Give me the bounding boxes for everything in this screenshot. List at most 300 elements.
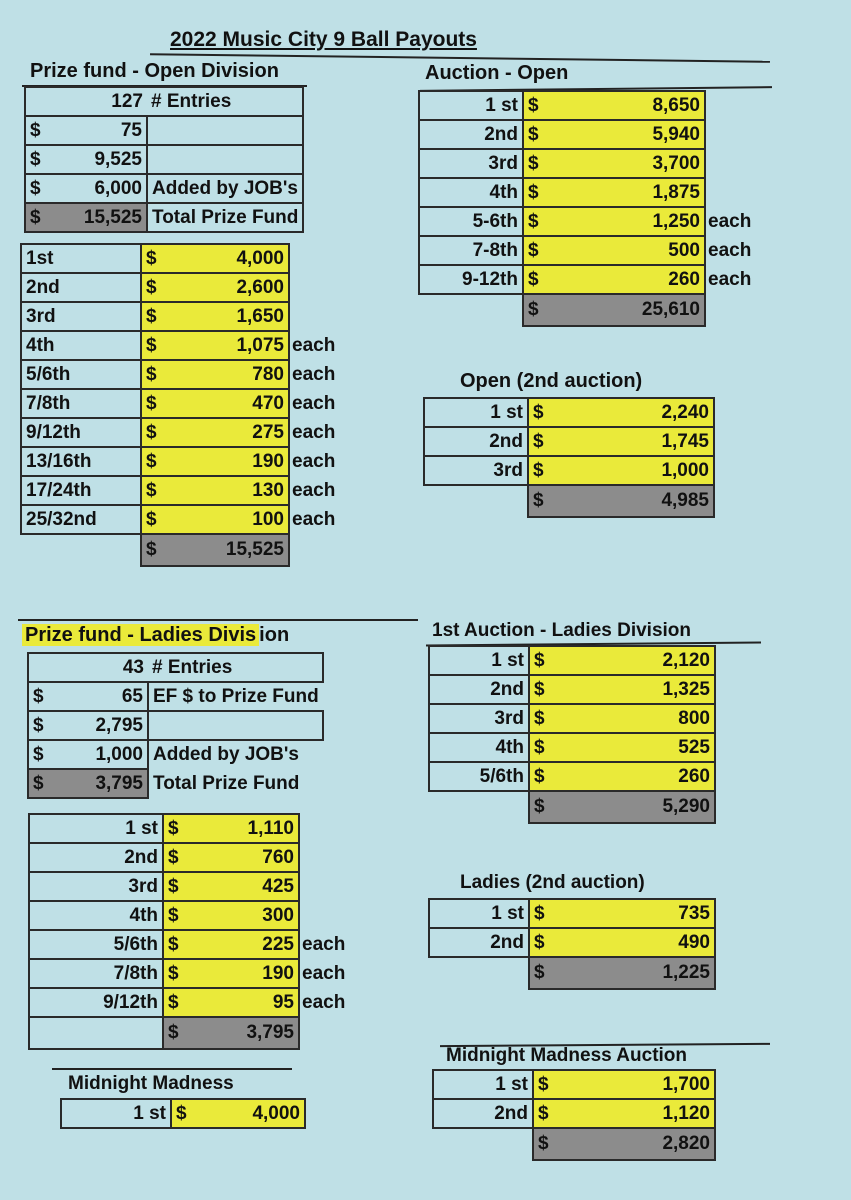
ladies-prize-summary [27,652,324,799]
dollar-sign: $ [33,772,44,794]
place-note: each [292,334,336,356]
place-label: 5-6th [419,207,523,236]
ladies-total-cell [28,769,148,798]
place-amount: 735 [678,902,710,924]
place-label: 1 st [429,899,529,928]
table-row [25,87,303,116]
empty-cell [29,1017,163,1049]
table-row [28,682,323,711]
place-amount: 225 [262,933,294,955]
open-added-label: Added by JOB's [147,174,303,203]
table-row [21,302,340,331]
table-row [29,872,350,901]
place-label: 3rd [424,456,528,485]
table-row [29,959,350,988]
place-amount: 100 [252,508,284,530]
place-amount: 3,700 [652,152,700,174]
sum: 5,290 [662,796,710,817]
dollar-sign: $ [146,450,157,472]
dollar-sign: $ [30,177,41,199]
sum-cell [529,957,715,989]
place-note: each [292,450,336,472]
place-label: 25/32nd [21,505,141,534]
place-label: 9/12th [21,418,141,447]
dollar-sign: $ [528,152,539,174]
table-row [25,145,303,174]
place-amount-cell [523,149,705,178]
place-label: 7/8th [21,389,141,418]
dollar-sign: $ [146,392,157,414]
dollar-sign: $ [33,714,44,736]
empty-cell [433,1128,533,1160]
place-label: 4th [429,733,529,762]
open-entries: 127 [25,87,147,116]
place-amount-cell [163,930,299,959]
table-row [429,762,715,791]
place-label: 2nd [429,675,529,704]
dollar-sign: $ [146,479,157,501]
place-amount: 1,325 [662,678,710,700]
sum: 25,610 [641,299,700,320]
dollar-sign: $ [528,181,539,203]
table-row [433,1099,715,1128]
table-row [419,294,756,326]
place-amount-cell [529,733,715,762]
table-row [429,957,715,989]
open-auction2-heading: Open (2nd auction) [460,370,643,392]
sum-cell [523,294,705,326]
place-amount-cell [529,646,715,675]
place-amount-cell [523,265,705,294]
midnight-auction-heading: Midnight Madness Auction [446,1045,688,1066]
sum-cell [528,485,714,517]
dollar-sign: $ [534,707,545,729]
dollar-sign: $ [146,334,157,356]
ladies-total-label: Total Prize Fund [153,772,300,794]
place-amount-cell [529,928,715,957]
place-label: 9/12th [29,988,163,1017]
table-row [21,476,340,505]
place-label: 2nd [429,928,529,957]
place-amount: 490 [678,931,710,953]
empty-cell [148,711,323,740]
dollar-sign: $ [534,649,545,671]
empty-cell [147,145,303,174]
place-label: 3rd [21,302,141,331]
open-prize-heading: Prize fund - Open Division [30,60,279,82]
dollar-sign: $ [168,846,179,868]
table-row [29,988,350,1017]
place-amount: 2,600 [236,276,284,298]
place-amount: 300 [262,904,294,926]
place-amount-cell [529,762,715,791]
dollar-sign: $ [533,430,544,452]
table-row [25,203,303,232]
table-row [21,331,340,360]
place-note: each [302,991,346,1013]
dollar-sign: $ [146,539,157,560]
place-amount: 1,110 [247,817,294,839]
place-amount: 1,000 [661,459,709,481]
dollar-sign: $ [534,962,545,983]
ladies-prize-heading-highlight: Prize fund - Ladies Divis [22,624,259,646]
dollar-sign: $ [33,743,44,765]
place-amount: 1,650 [236,305,284,327]
dollar-sign: $ [168,1022,179,1043]
dollar-sign: $ [146,508,157,530]
place-amount-cell [141,447,289,476]
ladies-fee: 65 [121,685,143,707]
place-amount-cell [523,120,705,149]
open-prize-places [20,243,341,567]
place-note [299,872,350,901]
open-auction-heading: Auction - Open [425,62,569,84]
table-row [429,733,715,762]
open-subtotal: 9,525 [94,148,142,170]
ladies-added-label: Added by JOB's [153,744,299,765]
place-amount-cell [163,959,299,988]
table-row [419,149,756,178]
place-amount-cell [163,814,299,843]
place-note: each [292,508,336,530]
midnight-amount: 4,000 [252,1102,300,1124]
place-amount: 1,250 [652,210,700,232]
table-row [28,653,323,682]
table-row [21,534,340,566]
dollar-sign: $ [168,904,179,926]
place-note [705,91,756,120]
open-total: 15,525 [83,206,142,228]
place-amount: 260 [668,268,700,290]
place-amount: 190 [252,450,284,472]
place-label: 17/24th [21,476,141,505]
ladies-added-cell [28,740,148,769]
place-note [299,814,350,843]
place-label: 1st [21,244,141,273]
place-label: 1 st [433,1070,533,1099]
empty-cell [429,791,529,823]
table-row [29,930,350,959]
ladies-entries-label: # Entries [148,653,323,682]
place-amount-cell [529,675,715,704]
place-amount-cell [141,360,289,389]
place-note [299,843,350,872]
place-amount-cell [141,244,289,273]
place-amount-cell [163,872,299,901]
place-label: 2nd [29,843,163,872]
midnight-rule [52,1068,292,1070]
ladies-entries: 43 [28,653,148,682]
table-row [424,427,714,456]
place-amount-cell [528,456,714,485]
table-row [28,740,323,769]
ladies-auction-heading: 1st Auction - Ladies Division [432,620,692,641]
dollar-sign: $ [534,931,545,953]
place-label: 5/6th [21,360,141,389]
dollar-sign: $ [538,1133,549,1154]
table-row [429,675,715,704]
table-row [21,244,340,273]
place-amount: 130 [252,479,284,501]
ladies-prize-heading [22,624,289,647]
place-amount: 1,745 [661,430,709,452]
empty-cell [429,957,529,989]
table-row [433,1070,715,1099]
place-amount: 760 [262,846,294,868]
sum: 4,985 [661,490,709,511]
place-note [299,901,350,930]
place-amount: 275 [252,421,284,443]
dollar-sign: $ [146,276,157,298]
dollar-sign: $ [534,678,545,700]
ladies-auction-table [428,645,716,824]
empty-cell [21,534,141,566]
dollar-sign: $ [30,148,41,170]
table-row [21,447,340,476]
open-prize-summary [24,86,304,233]
place-amount-cell [523,178,705,207]
place-amount: 470 [252,392,284,414]
place-label: 1 st [29,814,163,843]
place-amount-cell [529,899,715,928]
place-label: 3rd [429,704,529,733]
place-amount-cell [523,207,705,236]
dollar-sign: $ [168,991,179,1013]
ladies-prize-top-rule [18,619,418,621]
place-note [705,178,756,207]
table-row [419,91,756,120]
sum: 2,820 [662,1133,710,1154]
place-amount: 780 [252,363,284,385]
table-row [28,711,323,740]
sum-cell [529,791,715,823]
dollar-sign: $ [528,239,539,261]
place-amount-cell [141,302,289,331]
place-amount-cell [533,1070,715,1099]
midnight-table [60,1098,306,1129]
place-amount: 190 [262,962,294,984]
midnight-amount-cell [171,1099,305,1128]
table-row [429,646,715,675]
place-label: 4th [21,331,141,360]
place-amount: 95 [272,991,294,1013]
place-amount-cell [528,427,714,456]
place-label: 3rd [419,149,523,178]
ladies-subtotal: 2,795 [95,714,143,736]
place-amount-cell [163,901,299,930]
dollar-sign: $ [533,490,544,511]
place-amount-cell [141,476,289,505]
table-row [429,791,715,823]
dollar-sign: $ [538,1073,549,1095]
dollar-sign: $ [534,796,545,817]
place-amount-cell [141,331,289,360]
place-label: 5/6th [429,762,529,791]
sum: 15,525 [225,539,284,560]
dollar-sign: $ [33,685,44,707]
place-amount-cell [141,273,289,302]
dollar-sign: $ [533,401,544,423]
dollar-sign: $ [146,421,157,443]
dollar-sign: $ [528,123,539,145]
ladies-auction2-table [428,898,716,990]
place-note: each [302,933,346,955]
place-amount-cell [163,843,299,872]
ladies-prize-places [28,813,351,1050]
place-note [289,273,340,302]
place-amount: 5,940 [652,123,700,145]
table-row [21,389,340,418]
table-row [29,843,350,872]
table-row [429,704,715,733]
sum-cell [163,1017,299,1049]
dollar-sign: $ [538,1102,549,1124]
table-row [429,899,715,928]
dollar-sign: $ [146,247,157,269]
table-row [21,418,340,447]
place-amount: 1,700 [662,1073,710,1095]
open-subtotal-cell [25,145,147,174]
sum-cell [533,1128,715,1160]
place-note: each [292,363,336,385]
place-amount: 500 [668,239,700,261]
open-total-cell [25,203,147,232]
dollar-sign: $ [146,363,157,385]
place-amount: 525 [678,736,710,758]
open-fee-cell [25,116,147,145]
dollar-sign: $ [528,268,539,290]
open-entries-label: # Entries [147,87,303,116]
open-fee: 75 [120,119,142,141]
midnight-auction-table [432,1069,716,1161]
place-note [705,149,756,178]
place-amount: 425 [262,875,294,897]
table-row [21,273,340,302]
place-amount: 4,000 [236,247,284,269]
place-label: 4th [419,178,523,207]
dollar-sign: $ [534,902,545,924]
place-label: 2nd [21,273,141,302]
ladies-prize-heading-rest: ion [259,624,290,646]
place-amount-cell [141,505,289,534]
midnight-place: 1 st [61,1099,171,1128]
table-row [29,814,350,843]
table-row [433,1128,715,1160]
page-title: 2022 Music City 9 Ball Payouts [170,28,477,51]
place-amount: 1,075 [236,334,284,356]
dollar-sign: $ [168,875,179,897]
dollar-sign: $ [528,210,539,232]
dollar-sign: $ [534,765,545,787]
place-label: 1 st [424,398,528,427]
place-label: 5/6th [29,930,163,959]
dollar-sign: $ [168,933,179,955]
table-row [29,901,350,930]
midnight-heading: Midnight Madness [68,1073,234,1094]
place-amount-cell [523,236,705,265]
place-label: 7/8th [29,959,163,988]
place-label: 13/16th [21,447,141,476]
dollar-sign: $ [534,736,545,758]
ladies-total: 3,795 [95,772,143,794]
place-note [289,302,340,331]
place-label: 2nd [419,120,523,149]
place-note: each [708,210,752,232]
place-amount: 1,120 [662,1102,710,1124]
place-label: 7-8th [419,236,523,265]
place-amount: 2,240 [661,401,709,423]
empty-cell [419,294,523,326]
place-note: each [708,239,752,261]
table-row [28,769,323,798]
dollar-sign: $ [176,1102,187,1124]
table-row [419,236,756,265]
place-note: each [292,421,336,443]
place-note [289,244,340,273]
place-note: each [302,962,346,984]
table-row [419,265,756,294]
dollar-sign: $ [168,817,179,839]
table-row [419,207,756,236]
dollar-sign: $ [146,305,157,327]
place-label: 1 st [429,646,529,675]
place-amount-cell [528,398,714,427]
table-row [29,1017,350,1049]
place-amount: 1,875 [652,181,700,203]
table-row [419,178,756,207]
place-amount-cell [523,91,705,120]
table-row [21,360,340,389]
open-added: 6,000 [94,177,142,199]
ladies-fee-label: EF $ to Prize Fund [153,685,319,707]
ladies-fee-cell [28,682,148,711]
table-row [25,174,303,203]
place-label: 3rd [29,872,163,901]
place-label: 1 st [419,91,523,120]
open-auction2-table [423,397,715,518]
dollar-sign: $ [168,962,179,984]
sum-cell [141,534,289,566]
table-row [424,398,714,427]
open-added-cell [25,174,147,203]
place-label: 2nd [424,427,528,456]
sum: 1,225 [662,962,710,983]
place-amount: 260 [678,765,710,787]
place-amount-cell [141,418,289,447]
place-amount: 2,120 [662,649,710,671]
table-row [61,1099,305,1128]
dollar-sign: $ [528,94,539,116]
place-note: each [708,268,752,290]
empty-cell [424,485,528,517]
dollar-sign: $ [528,299,539,320]
open-auction-table [418,90,757,327]
table-row [21,505,340,534]
place-amount: 8,650 [652,94,700,116]
ladies-added: 1,000 [95,743,143,765]
place-amount-cell [529,704,715,733]
place-amount: 800 [678,707,710,729]
place-label: 4th [29,901,163,930]
table-row [419,120,756,149]
place-amount-cell [141,389,289,418]
table-row [424,485,714,517]
open-fee-label [147,116,303,145]
table-row [424,456,714,485]
place-label: 9-12th [419,265,523,294]
open-total-label: Total Prize Fund [147,203,303,232]
place-note [705,120,756,149]
